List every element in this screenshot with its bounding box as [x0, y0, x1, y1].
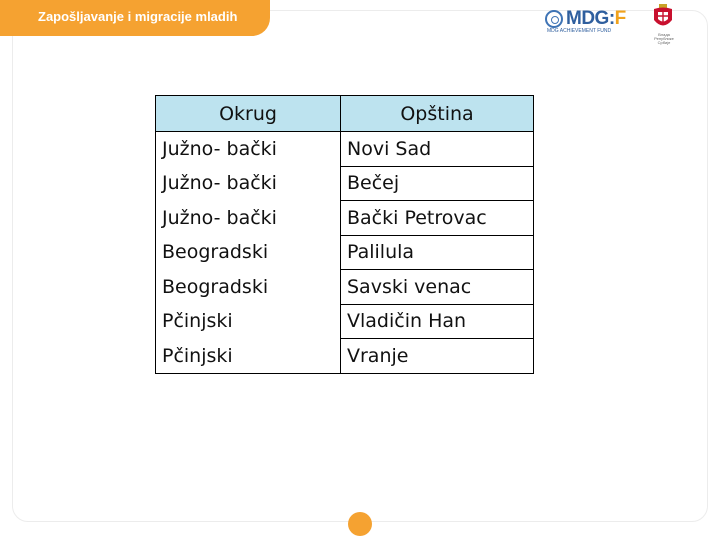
table-cell-opstina: Bački Petrovac [341, 201, 534, 236]
header-title: Zapošljavanje i migracije mladih [38, 9, 238, 24]
mdg-fund-logo [545, 8, 645, 38]
un-emblem-icon [545, 10, 563, 28]
table-cell-opstina: Bečej [341, 166, 534, 201]
table-row [156, 132, 534, 167]
crest-caption: Влада Републике Србије [654, 32, 674, 45]
table-row [156, 235, 534, 270]
table-row [156, 339, 534, 374]
table-cell-opstina: Palilula [341, 235, 534, 270]
table-row [156, 304, 534, 339]
table-header-row [156, 96, 534, 132]
table-cell-okrug: Južno- bački [156, 201, 341, 236]
table-cell-opstina: Savski venac [341, 270, 534, 305]
table-cell-okrug: Južno- bački [156, 166, 341, 201]
column-header-opstina: Opština [341, 96, 534, 132]
table-cell-okrug: Južno- bački [156, 132, 341, 167]
mdg-logo-divider: : [608, 8, 615, 29]
district-municipality-table [155, 95, 534, 374]
serbian-coat-of-arms-icon [652, 4, 674, 31]
table-cell-okrug: Beogradski [156, 235, 341, 270]
table-cell-opstina: Novi Sad [341, 132, 534, 167]
mdg-logo-text: MDG:F [566, 8, 626, 29]
table-cell-opstina: Vladičin Han [341, 304, 534, 339]
table-row [156, 201, 534, 236]
table-cell-okrug: Pčinjski [156, 339, 341, 374]
table-cell-okrug: Pčinjski [156, 304, 341, 339]
slide-footer-dot [348, 512, 372, 536]
column-header-okrug: Okrug [156, 96, 341, 132]
table-cell-opstina: Vranje [341, 339, 534, 374]
table-cell-okrug: Beogradski [156, 270, 341, 305]
table-row [156, 166, 534, 201]
mdg-logo-subtitle: MDG ACHIEVEMENT FUND [547, 28, 612, 34]
table-row [156, 270, 534, 305]
header-banner [0, 0, 270, 36]
